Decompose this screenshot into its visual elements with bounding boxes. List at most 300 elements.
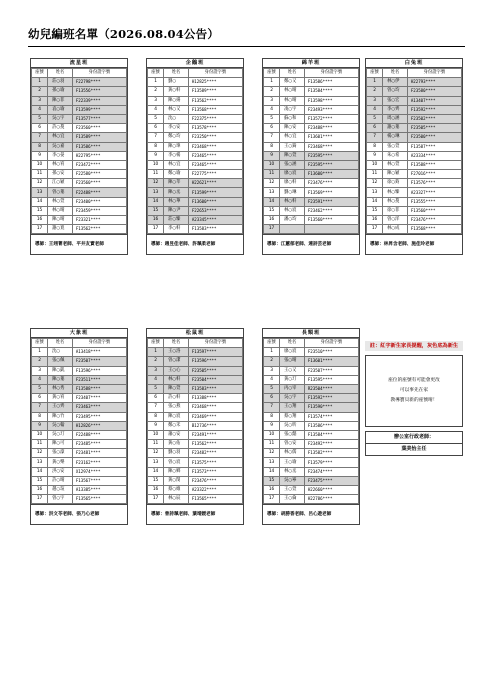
- header-row: [264, 339, 359, 348]
- student-name: 江○穎: [48, 179, 73, 188]
- table-row: [32, 348, 127, 357]
- student-name: 孫○安: [48, 170, 73, 179]
- column-header: 姓名: [164, 69, 189, 78]
- seat-number: 3: [148, 366, 164, 375]
- student-name: 王○翔: [280, 403, 305, 412]
- column-header: 座號: [148, 69, 164, 78]
- student-id: F23591****: [304, 197, 358, 206]
- student-name: 李○齊: [383, 105, 408, 114]
- seat-number: 1: [367, 78, 383, 87]
- seat-number: 5: [32, 114, 48, 123]
- student-id: F13582****: [304, 449, 358, 458]
- student-id: A23327****: [407, 188, 461, 197]
- class-name: 大象班: [31, 329, 127, 338]
- student-name: 李○軒: [164, 225, 189, 234]
- student-id: F13588****: [72, 384, 126, 393]
- student-name: 吳○玎: [48, 430, 73, 439]
- student-id: A13407****: [407, 96, 461, 105]
- student-name: 廖○宸: [280, 170, 305, 179]
- header-row: [148, 339, 243, 348]
- table-row: [148, 170, 243, 179]
- seat-number: 2: [32, 87, 48, 96]
- title-divider: [28, 46, 465, 47]
- header-row: [264, 69, 359, 78]
- seat-number: 11: [148, 170, 164, 179]
- seat-number: 16: [32, 486, 48, 495]
- student-id: H12825****: [188, 78, 242, 87]
- seat-number: 1: [32, 348, 48, 357]
- table-row: [264, 430, 359, 439]
- table-row: [148, 394, 243, 403]
- table-row: [32, 179, 127, 188]
- table-row: [32, 105, 127, 114]
- table-row: [367, 96, 462, 105]
- seat-number: 3: [367, 96, 383, 105]
- student-name: 謝○寬: [48, 225, 73, 234]
- seat-number: 9: [264, 151, 280, 160]
- class-table: [146, 58, 244, 255]
- student-name: 劉○: [164, 78, 189, 87]
- table-row: [264, 440, 359, 449]
- student-id: A13418****: [72, 348, 126, 357]
- student-id: F13586****: [72, 142, 126, 151]
- column-header: 身份證字號: [188, 339, 242, 348]
- student-id: F13556****: [72, 87, 126, 96]
- seat-number: 5: [367, 114, 383, 123]
- seat-number: 8: [148, 142, 164, 151]
- student-name: 陳○揚: [164, 96, 189, 105]
- table-row: [148, 133, 243, 142]
- seat-number: 8: [264, 412, 280, 421]
- student-name: 陳○萱: [164, 384, 189, 393]
- seat-number: 12: [32, 179, 48, 188]
- student-id: F13596****: [188, 357, 242, 366]
- student-id: F22488****: [72, 188, 126, 197]
- student-name: 陳○尹: [164, 206, 189, 215]
- student-name: 蘇○和: [280, 114, 305, 123]
- seat-number: 3: [32, 366, 48, 375]
- student-id: F23462****: [304, 206, 358, 215]
- student-name: 蔡○維: [164, 486, 189, 495]
- table-row: [264, 476, 359, 485]
- seat-note-line-3: 教導寶貝新的座號唷！: [390, 398, 438, 403]
- student-name: 朱○希: [383, 151, 408, 160]
- student-name: 曾○潔: [164, 357, 189, 366]
- column-header: 姓名: [383, 69, 408, 78]
- class-teachers: 導師：林昇含老師、施佳玲老師: [366, 234, 462, 254]
- student-name: 丙○宰: [280, 384, 305, 393]
- student-name: 黃○軒: [164, 87, 189, 96]
- table-row: [148, 476, 243, 485]
- student-name: 沈○: [164, 114, 189, 123]
- class-name: 長頸班: [263, 329, 359, 338]
- table-row: [264, 495, 359, 504]
- seat-number: 2: [367, 87, 383, 96]
- table-row: [148, 384, 243, 393]
- student-name: 林○伊: [383, 78, 408, 87]
- table-row: [148, 124, 243, 133]
- student-id: F22653****: [188, 206, 242, 215]
- student-id: F22775****: [188, 170, 242, 179]
- table-row: [367, 114, 462, 123]
- seat-number: 11: [367, 170, 383, 179]
- student-id: F13567****: [72, 476, 126, 485]
- student-id: F23510****: [304, 348, 358, 357]
- seat-note-line-2: 可以事先在家: [399, 388, 429, 393]
- student-name: 鄭○瑜: [164, 170, 189, 179]
- student-name: 張○佩: [48, 357, 73, 366]
- seat-number: 7: [264, 403, 280, 412]
- seat-number: 5: [148, 384, 164, 393]
- seat-number: 9: [148, 421, 164, 430]
- student-name: 李○楊: [164, 151, 189, 160]
- table-row: [32, 78, 127, 87]
- class-table: [30, 58, 128, 255]
- student-name: 曾○蓁: [48, 188, 73, 197]
- student-name: 莊○羽: [48, 78, 73, 87]
- seat-number: 3: [148, 96, 164, 105]
- student-id: F23507****: [72, 357, 126, 366]
- student-id: F13569****: [304, 188, 358, 197]
- student-id: F23459****: [72, 206, 126, 215]
- student-name: 劉○羽: [164, 449, 189, 458]
- seat-number: 13: [32, 458, 48, 467]
- seat-number: 16: [367, 216, 383, 225]
- student-id: F13598****: [304, 96, 358, 105]
- seat-number: 6: [148, 394, 164, 403]
- student-id: F13574****: [304, 412, 358, 421]
- class-table: [365, 58, 463, 255]
- seat-number: 1: [264, 348, 280, 357]
- seat-number: 15: [148, 476, 164, 485]
- student-name: 林○宸: [280, 206, 305, 215]
- seat-number: 4: [264, 105, 280, 114]
- table-row: [32, 124, 127, 133]
- seat-number: 16: [264, 216, 280, 225]
- seat-number: 16: [148, 216, 164, 225]
- student-name: 王○又: [280, 366, 305, 375]
- student-id: F23488****: [304, 124, 358, 133]
- seat-number: 15: [32, 206, 48, 215]
- table-row: [367, 142, 462, 151]
- student-name: 陳○萱: [280, 151, 305, 160]
- student-id: F23500****: [407, 133, 461, 142]
- seat-number: 12: [264, 179, 280, 188]
- seat-number: 8: [264, 142, 280, 151]
- seat-number: 1: [32, 78, 48, 87]
- table-row: [32, 197, 127, 206]
- table-row: [264, 179, 359, 188]
- student-id: F23595****: [304, 160, 358, 169]
- student-id: F23493****: [304, 105, 358, 114]
- seat-number: 7: [148, 403, 164, 412]
- table-row: [32, 188, 127, 197]
- seat-number: 8: [32, 412, 48, 421]
- header-row: [148, 69, 243, 78]
- header-row: [367, 69, 462, 78]
- table-row: [264, 114, 359, 123]
- table-row: [148, 179, 243, 188]
- table-row: [264, 124, 359, 133]
- table-row: [148, 430, 243, 439]
- table-row: [264, 486, 359, 495]
- seat-number: 6: [32, 394, 48, 403]
- table-row: [148, 78, 243, 87]
- student-id: F23492****: [304, 440, 358, 449]
- student-id: F23162****: [72, 458, 126, 467]
- seat-number: 17: [367, 225, 383, 234]
- seat-number: 1: [148, 348, 164, 357]
- student-id: F27016****: [407, 170, 461, 179]
- seat-number: 1: [264, 78, 280, 87]
- column-header: 座號: [367, 69, 383, 78]
- student-name: 李○安: [164, 124, 189, 133]
- class-teachers: 導師：趙昱佳老師、許珮柔老師: [147, 234, 243, 254]
- student-id: F23502****: [407, 114, 461, 123]
- student-name: 張○萱: [383, 142, 408, 151]
- student-id: F23505****: [188, 366, 242, 375]
- student-id: F23580****: [407, 87, 461, 96]
- student-id: R23504****: [304, 384, 358, 393]
- table-row: [264, 105, 359, 114]
- table-row: [148, 151, 243, 160]
- table-row: [32, 449, 127, 458]
- student-id: F13587****: [407, 142, 461, 151]
- student-name: 林○晴: [280, 96, 305, 105]
- student-id: F23468****: [188, 403, 242, 412]
- student-name: 林○宜: [48, 133, 73, 142]
- student-id: F23468****: [188, 142, 242, 151]
- table-row: [32, 440, 127, 449]
- student-id: F13578****: [188, 124, 242, 133]
- seat-number: 14: [264, 197, 280, 206]
- class-name: 綿羊班: [263, 59, 359, 68]
- seat-note-line-1: 座位的座號有可能會更改: [388, 378, 440, 383]
- admin-title: 辦公室行政老師：: [393, 434, 434, 440]
- student-name: 林○丞: [280, 467, 305, 476]
- table-row: [367, 105, 462, 114]
- table-row: [264, 403, 359, 412]
- table-row: [32, 495, 127, 504]
- student-name: 徐○鈞: [383, 179, 408, 188]
- table-row: [264, 394, 359, 403]
- table-row: [264, 96, 359, 105]
- student-name: 劉○琳: [280, 188, 305, 197]
- student-id: F13577****: [72, 114, 126, 123]
- header-row: [32, 69, 127, 78]
- column-header: 姓名: [280, 69, 305, 78]
- student-name: 王○齊: [48, 403, 73, 412]
- table-row: [264, 458, 359, 467]
- student-id: F23250****: [188, 133, 242, 142]
- seat-number: 3: [32, 96, 48, 105]
- table-row: [264, 197, 359, 206]
- seat-number: 15: [32, 476, 48, 485]
- seat-number: 4: [264, 375, 280, 384]
- column-header: 座號: [32, 69, 48, 78]
- student-id: F23476****: [304, 179, 358, 188]
- column-header: 姓名: [280, 339, 305, 348]
- student-id: F13584****: [304, 430, 358, 439]
- student-name: 吳○宇: [280, 394, 305, 403]
- table-row: [367, 124, 462, 133]
- student-name: 林○軒: [164, 375, 189, 384]
- student-name: 陳○丞: [164, 188, 189, 197]
- table-row: [367, 206, 462, 215]
- class-teachers: 導師：胡勝香老師、呂心遊老師: [263, 504, 359, 524]
- seat-number: 2: [148, 357, 164, 366]
- student-name: 楊○琳: [383, 133, 408, 142]
- student-id: F23476****: [407, 216, 461, 225]
- table-row: [148, 114, 243, 123]
- student-id: X12974****: [72, 467, 126, 476]
- seat-number: 15: [148, 206, 164, 215]
- column-header: 座號: [264, 69, 280, 78]
- seat-number: 13: [264, 458, 280, 467]
- class-table: [262, 328, 360, 525]
- student-id: A23334****: [407, 151, 461, 160]
- seat-number: 15: [367, 206, 383, 215]
- student-id: F23321****: [72, 216, 126, 225]
- student-name: 吳○嘉: [48, 142, 73, 151]
- table-row: [264, 449, 359, 458]
- student-id: F13589****: [188, 87, 242, 96]
- header-row: [32, 339, 127, 348]
- student-id: F13573****: [188, 467, 242, 476]
- student-name: 許○軒: [164, 394, 189, 403]
- seat-number: 1: [148, 78, 164, 87]
- table-row: [264, 375, 359, 384]
- seat-number: 7: [367, 133, 383, 142]
- class-name: 松鼠班: [147, 329, 243, 338]
- student-id: F23481****: [72, 449, 126, 458]
- column-header: 姓名: [48, 339, 73, 348]
- seat-number: 16: [32, 216, 48, 225]
- student-name: 鄭○均: [164, 133, 189, 142]
- table-row: [148, 348, 243, 357]
- student-name: 曾○宇: [48, 495, 73, 504]
- seat-number: 5: [264, 384, 280, 393]
- student-name: 王○心: [164, 366, 189, 375]
- student-name: 陳○竹: [48, 412, 73, 421]
- seat-number: 3: [264, 366, 280, 375]
- class-table: [262, 58, 360, 255]
- table-row: [148, 375, 243, 384]
- student-id: F23474****: [304, 467, 358, 476]
- student-id: H22793****: [407, 78, 461, 87]
- seat-number: 6: [148, 124, 164, 133]
- student-name: 曾○安: [280, 440, 305, 449]
- class-name: 流星班: [31, 59, 127, 68]
- seat-number: 16: [264, 486, 280, 495]
- student-name: 王○萱: [280, 486, 305, 495]
- student-id: [304, 225, 358, 234]
- admin-teacher-box: [365, 431, 463, 456]
- seat-number: 12: [367, 179, 383, 188]
- table-row: [264, 170, 359, 179]
- student-name: 林○成: [383, 225, 408, 234]
- seat-number: 4: [32, 375, 48, 384]
- student-id: F23504****: [188, 375, 242, 384]
- table-row: [32, 394, 127, 403]
- student-id: F13599****: [188, 188, 242, 197]
- student-id: F13572****: [304, 114, 358, 123]
- table-row: [148, 357, 243, 366]
- student-id: F13560****: [407, 206, 461, 215]
- student-id: F13555****: [407, 197, 461, 206]
- student-id: F23560****: [72, 124, 126, 133]
- student-name: 林○萱: [48, 197, 73, 206]
- column-header: 座號: [148, 339, 164, 348]
- student-name: 孫○瑜: [48, 87, 73, 96]
- table-row: [367, 197, 462, 206]
- table-row: [148, 440, 243, 449]
- student-id: F13583****: [188, 225, 242, 234]
- table-row: [32, 366, 127, 375]
- student-id: B12736****: [188, 421, 242, 430]
- seat-number: 8: [32, 142, 48, 151]
- student-id: F13596****: [72, 366, 126, 375]
- student-name: 王○瑜: [280, 458, 305, 467]
- seat-number: 6: [32, 124, 48, 133]
- table-row: [148, 105, 243, 114]
- student-id: F23511****: [72, 375, 126, 384]
- seat-number: 10: [264, 160, 280, 169]
- column-header: 座號: [32, 339, 48, 348]
- table-row: [264, 133, 359, 142]
- student-id: F23465****: [188, 151, 242, 160]
- table-row: [264, 366, 359, 375]
- table-row: [148, 412, 243, 421]
- student-name: 陳○安: [280, 124, 305, 133]
- student-id: F13600****: [188, 197, 242, 206]
- student-name: 沈○: [48, 348, 73, 357]
- student-id: F23475****: [304, 476, 358, 485]
- student-name: 曾○均: [383, 87, 408, 96]
- table-row: [367, 160, 462, 169]
- table-row: [148, 366, 243, 375]
- student-id: F13589****: [72, 133, 126, 142]
- seat-number: 17: [148, 495, 164, 504]
- class-table: [30, 328, 128, 525]
- student-id: A23322****: [188, 486, 242, 495]
- student-id: F23507****: [304, 366, 358, 375]
- admin-name: 葉美怡主任: [366, 443, 462, 455]
- seat-number: 8: [367, 142, 383, 151]
- table-row: [148, 403, 243, 412]
- student-id: F13600****: [304, 170, 358, 179]
- column-header: 身份證字號: [304, 339, 358, 348]
- student-id: F13579****: [304, 458, 358, 467]
- seat-number: 12: [148, 179, 164, 188]
- student-name: 曾○洋: [383, 216, 408, 225]
- student-name: 陳○可: [48, 440, 73, 449]
- student-name: 王○洛: [164, 348, 189, 357]
- table-row: [32, 430, 127, 439]
- student-id: H22660****: [304, 486, 358, 495]
- seat-number: 6: [264, 394, 280, 403]
- seat-number: 4: [148, 375, 164, 384]
- student-name: 林○宜: [280, 133, 305, 142]
- table-row: [148, 486, 243, 495]
- column-header: 身份證字號: [72, 69, 126, 78]
- student-name: 凌○宇: [280, 105, 305, 114]
- seat-number: 16: [148, 486, 164, 495]
- table-row: [32, 458, 127, 467]
- student-name: 吳○寧: [280, 476, 305, 485]
- column-header: 身份證字號: [72, 339, 126, 348]
- student-name: 鄭○禾: [164, 421, 189, 430]
